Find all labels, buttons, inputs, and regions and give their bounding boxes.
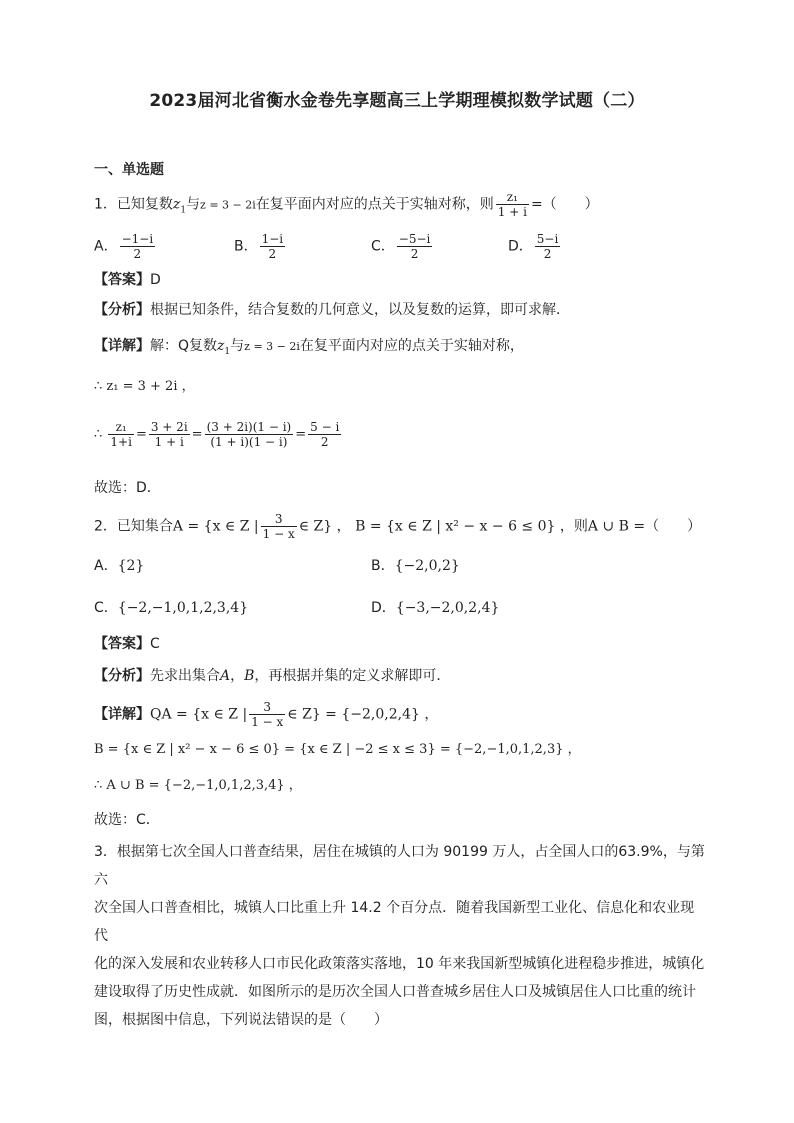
set-symbol: A	[220, 668, 231, 684]
q3-line: 3．根据第七次全国人口普查结果，居住在城镇的人口为 90199 万人，占全国人口的63.9%，与第六	[94, 844, 705, 888]
q2-analysis	[94, 666, 450, 686]
detail-text: 在复平面内对应的点关于实轴对称，	[299, 338, 524, 354]
answer-value: D	[150, 272, 161, 288]
detail-math: QA = {x ∈ Z |	[150, 706, 248, 723]
q2-set-a-end: ∈ Z} ，	[298, 518, 351, 535]
frac-den: 2	[320, 435, 329, 449]
frac-num: 3	[249, 700, 285, 715]
option-label: D．	[508, 238, 533, 255]
option-fraction	[397, 232, 433, 261]
q2-answer	[94, 634, 160, 654]
detail-text: 解：Q复数	[150, 338, 218, 354]
q2-step-1: B = {x ∈ Z | x² − x − 6 ≤ 0} = {x ∈ Z | −2 ≤ x ≤ 3} = {−2,−1,0,1,2,3} ，	[94, 742, 581, 757]
detail-tag: 【详解】	[94, 338, 150, 354]
q3-line: 图，根据图中信息，下列说法错误的是（ ）	[94, 1012, 388, 1028]
q1-option-b	[234, 232, 287, 261]
frac-den: 2	[268, 247, 277, 261]
q1-z-expr: z = 3 − 2i	[244, 340, 300, 353]
option-fraction	[120, 232, 156, 261]
q2-option-c	[94, 598, 248, 618]
option-label: C．	[371, 238, 395, 255]
detail-fraction	[249, 700, 285, 729]
q1-frac-num: z₁	[496, 190, 529, 205]
q2-fraction	[261, 512, 297, 541]
q2-detail	[94, 700, 438, 729]
frac-num: (3 + 2i)(1 − i)	[206, 420, 292, 434]
option-fraction	[535, 232, 561, 261]
answer-tag: 【答案】	[94, 272, 150, 288]
frac-num: 5−i	[536, 232, 559, 246]
analysis-text: ，再根据并集的定义求解即可．	[254, 668, 451, 684]
question-2-stem	[94, 512, 701, 541]
q3-line: 次全国人口普查相比，城镇人口比重上升 14.2 个百分点．随着我国新型工业化、信息化和农业现代	[94, 900, 695, 944]
q2-union: A ∪ B =	[587, 518, 646, 535]
q1-option-c	[371, 232, 434, 261]
q1-analysis	[94, 300, 570, 320]
q1-stem-text: 1．已知复数	[94, 196, 173, 213]
frac-num: 3	[261, 512, 297, 527]
q1-option-a	[94, 232, 157, 261]
option-fraction	[260, 232, 286, 261]
q1-z1-var: z	[217, 338, 225, 354]
q2-stem-text: （ ）	[645, 518, 702, 535]
option-label: A．	[94, 238, 118, 255]
option-value: {2}	[117, 558, 145, 574]
analysis-text: 根据已知条件，结合复数的几何意义，以及复数的运算，即可求解．	[150, 302, 570, 318]
q1-z1-sub: 1	[224, 346, 231, 357]
detail-text: 与	[230, 338, 245, 354]
q1-z1-sub: 1	[180, 205, 187, 216]
q1-detail	[94, 336, 524, 362]
option-label: D．	[371, 600, 396, 616]
option-label: B．	[371, 558, 395, 574]
option-label: B．	[234, 238, 258, 255]
analysis-tag: 【分析】	[94, 302, 150, 318]
q2-option-d	[371, 598, 499, 618]
q2-conclusion: 故选：C．	[94, 812, 160, 828]
q1-stem-text: 与	[186, 196, 201, 213]
frac-den: 2	[543, 247, 552, 261]
analysis-tag: 【分析】	[94, 668, 150, 684]
q2-option-a	[94, 556, 144, 576]
frac-num: −1−i	[121, 232, 154, 246]
q2-set-a: A = {x ∈ Z |	[172, 518, 259, 535]
frac-den: 1 − x	[262, 527, 295, 541]
step-fraction	[149, 420, 190, 449]
option-value: {−2,0,2}	[394, 558, 460, 574]
frac-den: 2	[410, 247, 419, 261]
frac-num: z₁	[108, 420, 134, 435]
option-label: A．	[94, 558, 118, 574]
step-fraction	[205, 420, 294, 449]
q1-z1-var: z	[172, 196, 181, 213]
option-value: {−3,−2,0,2,4}	[395, 600, 500, 616]
frac-num: 3 + 2i	[150, 420, 188, 434]
answer-value: C	[150, 636, 160, 652]
frac-num: −5−i	[398, 232, 431, 246]
q1-conclusion: 故选：D．	[94, 480, 161, 496]
page-title: 2023届河北省衡水金卷先享题高三上学期理模拟数学试题（二）	[149, 91, 645, 111]
frac-den: (1 + i)(1 − i)	[210, 435, 288, 449]
frac-den: 1 + i	[154, 435, 184, 449]
q1-answer	[94, 270, 161, 290]
q1-stem-text: =（ ）	[530, 196, 599, 213]
q1-option-d	[508, 232, 562, 261]
question-1-stem	[94, 190, 599, 220]
q1-fraction	[496, 190, 529, 219]
therefore-symbol: ∴	[94, 427, 103, 442]
q2-stem-text: 2．已知集合	[94, 518, 173, 535]
answer-tag: 【答案】	[94, 636, 150, 652]
frac-den: 1 − x	[251, 715, 284, 729]
frac-num: 5 − i	[310, 420, 340, 434]
detail-math: ∈ Z} = {−2,0,2,4} ，	[287, 706, 439, 723]
step-fraction	[308, 420, 341, 449]
q1-stem-text: 在复平面内对应的点关于实轴对称，则	[255, 196, 494, 213]
analysis-text: 先求出集合	[150, 668, 220, 684]
section-heading: 一、单选题	[94, 162, 164, 178]
q3-line: 化的深入发展和农业转移人口市民化政策落实落地，10 年来我国新型城镇化进程稳步推进，城镇化	[94, 956, 705, 972]
question-3-stem	[94, 838, 706, 1034]
q1-frac-den: 1 + i	[497, 205, 527, 219]
frac-num: 1−i	[261, 232, 284, 246]
q2-option-b	[371, 556, 460, 576]
q3-line: 建设取得了历史性成就．如图所示的是历次全国人口普查城乡居住人口及城镇居住人口比重的统计	[94, 984, 696, 1000]
q1-z-expr: z = 3 − 2i	[200, 198, 256, 212]
frac-den: 2	[133, 247, 142, 261]
step-fraction	[108, 420, 134, 449]
set-symbol: B	[244, 668, 255, 684]
option-label: C．	[94, 600, 118, 616]
detail-tag: 【详解】	[94, 706, 150, 723]
q1-step-2: ∴ $\frac{\text{z₁}}{1+i}$ = $\frac{3 + 2i}{1 + i}$ = $\frac{(3 + 2i)(1 - i)}{(1 + i)(1 - i)}$ = $\frac{5 - i}{2}$	[94, 420, 340, 449]
analysis-text: ，	[230, 668, 245, 684]
option-value: {−2,−1,0,1,2,3,4}	[117, 600, 249, 616]
frac-den: 1+i	[110, 435, 132, 449]
q2-step-2: ∴ A ∪ B = {−2,−1,0,1,2,3,4} ，	[94, 778, 302, 793]
q2-set-b: B = {x ∈ Z | x² − x − 6 ≤ 0} ，则	[355, 518, 588, 535]
q1-step-1: ∴ z₁ = 3 + 2i ，	[94, 379, 195, 394]
